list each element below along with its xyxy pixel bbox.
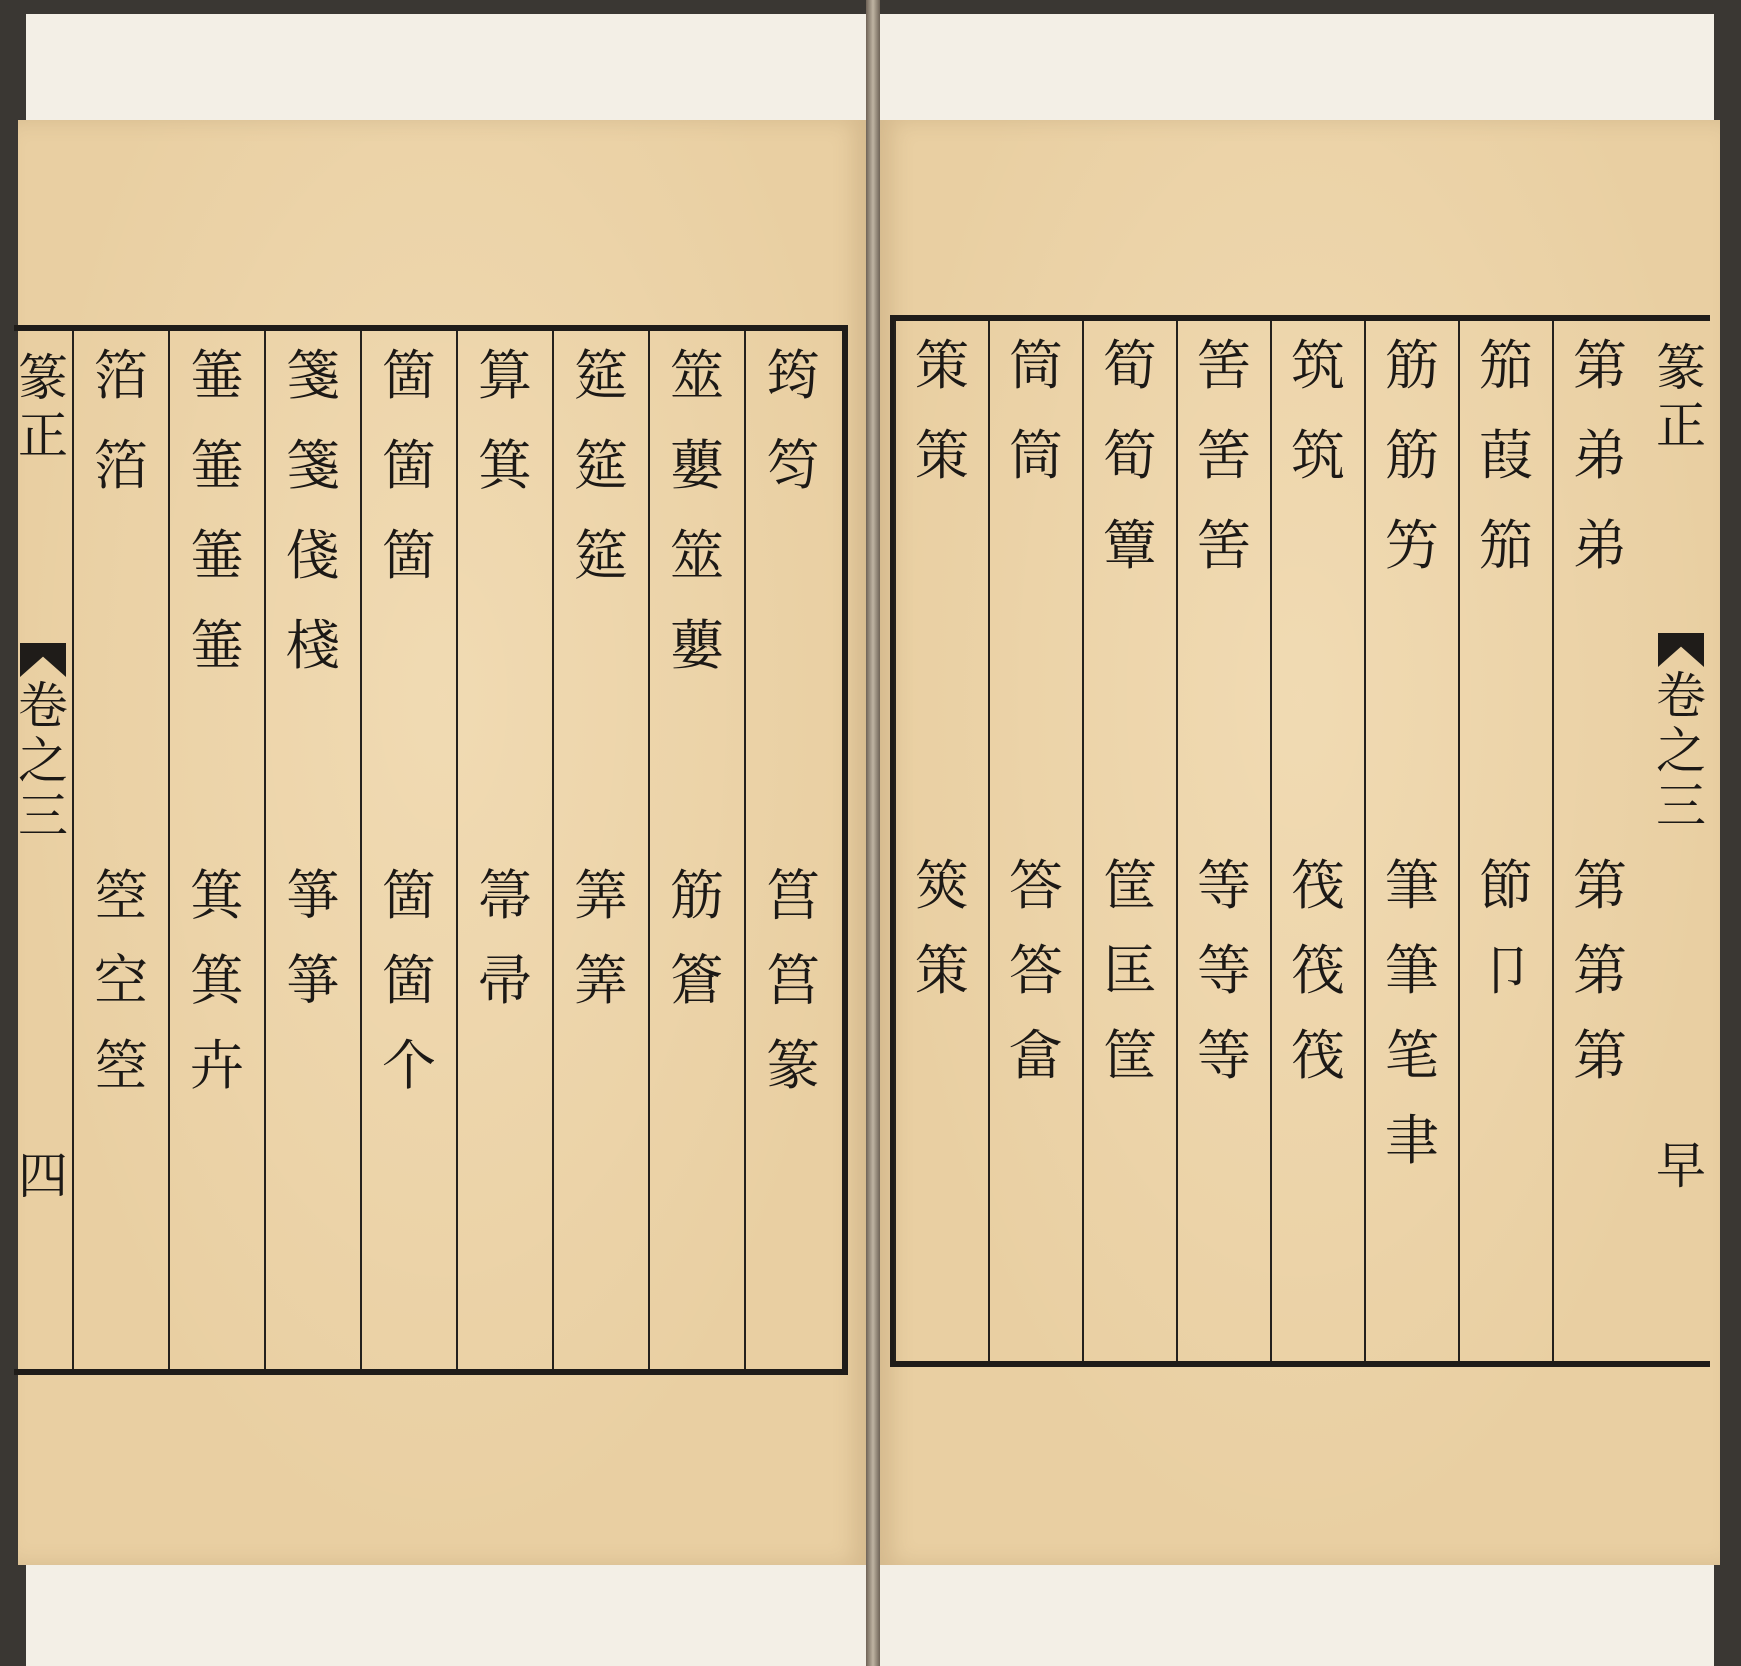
glyph-upper: 筠 — [766, 344, 820, 407]
glyph-upper: 筋 — [1385, 424, 1439, 487]
glyph-lower: 箇 — [382, 864, 436, 927]
glyph-lower: 帚 — [478, 949, 532, 1012]
glyph-lower: 策 — [915, 939, 969, 1002]
left-margin-volume-2: 之 — [18, 732, 68, 790]
right-margin-title-1: 篆 — [1656, 339, 1706, 397]
text-column — [552, 331, 648, 1369]
glyph-upper: 筵 — [574, 524, 628, 587]
right-margin-volume-2: 之 — [1656, 722, 1706, 780]
glyph-lower: 匡 — [1103, 939, 1157, 1002]
glyph-lower: 卉 — [190, 1034, 244, 1097]
right-page — [878, 120, 1720, 1565]
text-column — [456, 331, 552, 1369]
left-margin-volume-3: 三 — [18, 787, 68, 845]
glyph-upper: 策 — [915, 424, 969, 487]
text-column — [1364, 321, 1458, 1361]
left-page — [18, 120, 868, 1565]
glyph-upper: 箠 — [190, 344, 244, 407]
right-page-margin — [1652, 321, 1710, 1361]
glyph-lower: 第 — [1573, 939, 1627, 1002]
glyph-upper: 算 — [478, 344, 532, 407]
glyph-upper: 箔 — [94, 434, 148, 497]
glyph-upper: 筵 — [574, 434, 628, 497]
right-cover-sheet — [878, 14, 1714, 134]
glyph-upper: 笉 — [766, 434, 820, 497]
text-column — [1082, 321, 1176, 1361]
glyph-lower: 筆 — [1385, 939, 1439, 1002]
glyph-lower: 畣 — [1009, 1024, 1063, 1087]
glyph-upper: 箇 — [382, 344, 436, 407]
glyph-lower: 箕 — [190, 864, 244, 927]
glyph-upper: 蘡 — [670, 434, 724, 497]
fishtail-mark — [20, 643, 66, 677]
left-cover-sheet — [26, 14, 866, 134]
glyph-upper: 筒 — [1009, 334, 1063, 397]
glyph-upper: 簟 — [1103, 514, 1157, 577]
glyph-upper: 俴 — [286, 524, 340, 587]
glyph-lower: 等 — [1197, 854, 1251, 917]
glyph-lower: 筐 — [1103, 1024, 1157, 1087]
text-column — [894, 321, 988, 1361]
left-margin-folio: 四 — [18, 1147, 68, 1205]
text-column — [1176, 321, 1270, 1361]
glyph-lower: 箕 — [190, 949, 244, 1012]
glyph-upper: 箠 — [190, 614, 244, 677]
text-column — [72, 331, 168, 1369]
glyph-upper: 弟 — [1573, 424, 1627, 487]
glyph-lower: 笔 — [1385, 1024, 1439, 1087]
glyph-lower: 筆 — [1385, 854, 1439, 917]
left-page-border — [14, 325, 848, 1375]
glyph-upper: 箇 — [382, 524, 436, 587]
glyph-upper: 筈 — [1197, 334, 1251, 397]
glyph-upper: 竻 — [1385, 514, 1439, 577]
glyph-upper: 笳 — [1479, 514, 1533, 577]
glyph-lower: 筭 — [574, 949, 628, 1012]
book-spine — [866, 0, 880, 1666]
glyph-upper: 筒 — [1009, 424, 1063, 487]
glyph-lower: 箏 — [286, 864, 340, 927]
glyph-upper: 筍 — [1103, 334, 1157, 397]
glyph-lower: 筥 — [766, 949, 820, 1012]
glyph-upper: 箠 — [190, 434, 244, 497]
glyph-upper: 棧 — [286, 614, 340, 677]
glyph-lower: 篆 — [766, 1034, 820, 1097]
glyph-lower: 箏 — [286, 949, 340, 1012]
glyph-lower: 筭 — [574, 864, 628, 927]
glyph-lower: 答 — [1009, 854, 1063, 917]
glyph-upper: 葭 — [1479, 424, 1533, 487]
glyph-lower: 答 — [1009, 939, 1063, 1002]
glyph-lower: 第 — [1573, 854, 1627, 917]
glyph-lower: 筴 — [915, 854, 969, 917]
glyph-lower: 筥 — [766, 864, 820, 927]
glyph-lower: 第 — [1573, 1024, 1627, 1087]
glyph-upper: 策 — [915, 334, 969, 397]
glyph-lower: 箜 — [94, 864, 148, 927]
glyph-lower: 箜 — [94, 1034, 148, 1097]
glyph-lower: 卩 — [1479, 939, 1533, 1002]
right-margin-folio: 早 — [1656, 1137, 1706, 1195]
glyph-lower: 節 — [1479, 854, 1533, 917]
glyph-upper: 第 — [1573, 334, 1627, 397]
left-page-margin — [14, 331, 72, 1369]
right-page-border — [890, 315, 1710, 1367]
glyph-upper: 筑 — [1291, 334, 1345, 397]
text-column — [264, 331, 360, 1369]
glyph-lower: 筏 — [1291, 854, 1345, 917]
glyph-lower: 箒 — [478, 864, 532, 927]
text-column — [168, 331, 264, 1369]
glyph-lower: 筋 — [670, 864, 724, 927]
left-margin-title-2: 正 — [18, 407, 68, 465]
right-margin-title-2: 正 — [1656, 397, 1706, 455]
glyph-upper: 箇 — [382, 434, 436, 497]
text-column — [744, 331, 840, 1369]
left-margin-title-1: 篆 — [18, 349, 68, 407]
glyph-upper: 箔 — [94, 344, 148, 407]
fishtail-mark — [1658, 633, 1704, 667]
glyph-lower: 聿 — [1385, 1109, 1439, 1172]
glyph-lower: 个 — [382, 1034, 436, 1097]
glyph-lower: 筏 — [1291, 939, 1345, 1002]
glyph-upper: 筑 — [1291, 424, 1345, 487]
glyph-upper: 筈 — [1197, 424, 1251, 487]
glyph-lower: 等 — [1197, 939, 1251, 1002]
glyph-upper: 箕 — [478, 434, 532, 497]
text-column — [648, 331, 744, 1369]
text-column — [1552, 321, 1646, 1361]
glyph-upper: 筍 — [1103, 424, 1157, 487]
left-margin-volume-1: 卷 — [18, 677, 68, 735]
glyph-upper: 箋 — [286, 434, 340, 497]
glyph-upper: 蘡 — [670, 614, 724, 677]
glyph-lower: 筏 — [1291, 1024, 1345, 1087]
glyph-upper: 弟 — [1573, 514, 1627, 577]
text-column — [360, 331, 456, 1369]
glyph-upper: 箠 — [190, 524, 244, 587]
glyph-upper: 筮 — [670, 344, 724, 407]
text-column — [988, 321, 1082, 1361]
right-margin-volume-1: 卷 — [1656, 667, 1706, 725]
right-margin-volume-3: 三 — [1656, 777, 1706, 835]
glyph-lower: 箇 — [382, 949, 436, 1012]
glyph-lower: 筐 — [1103, 854, 1157, 917]
text-column — [1458, 321, 1552, 1361]
glyph-upper: 筮 — [670, 524, 724, 587]
glyph-upper: 筈 — [1197, 514, 1251, 577]
glyph-upper: 箋 — [286, 344, 340, 407]
glyph-upper: 筋 — [1385, 334, 1439, 397]
glyph-lower: 篬 — [670, 949, 724, 1012]
glyph-upper: 筵 — [574, 344, 628, 407]
glyph-lower: 空 — [94, 949, 148, 1012]
text-column — [1270, 321, 1364, 1361]
left-columns — [14, 331, 842, 1369]
glyph-upper: 笳 — [1479, 334, 1533, 397]
glyph-lower: 等 — [1197, 1024, 1251, 1087]
